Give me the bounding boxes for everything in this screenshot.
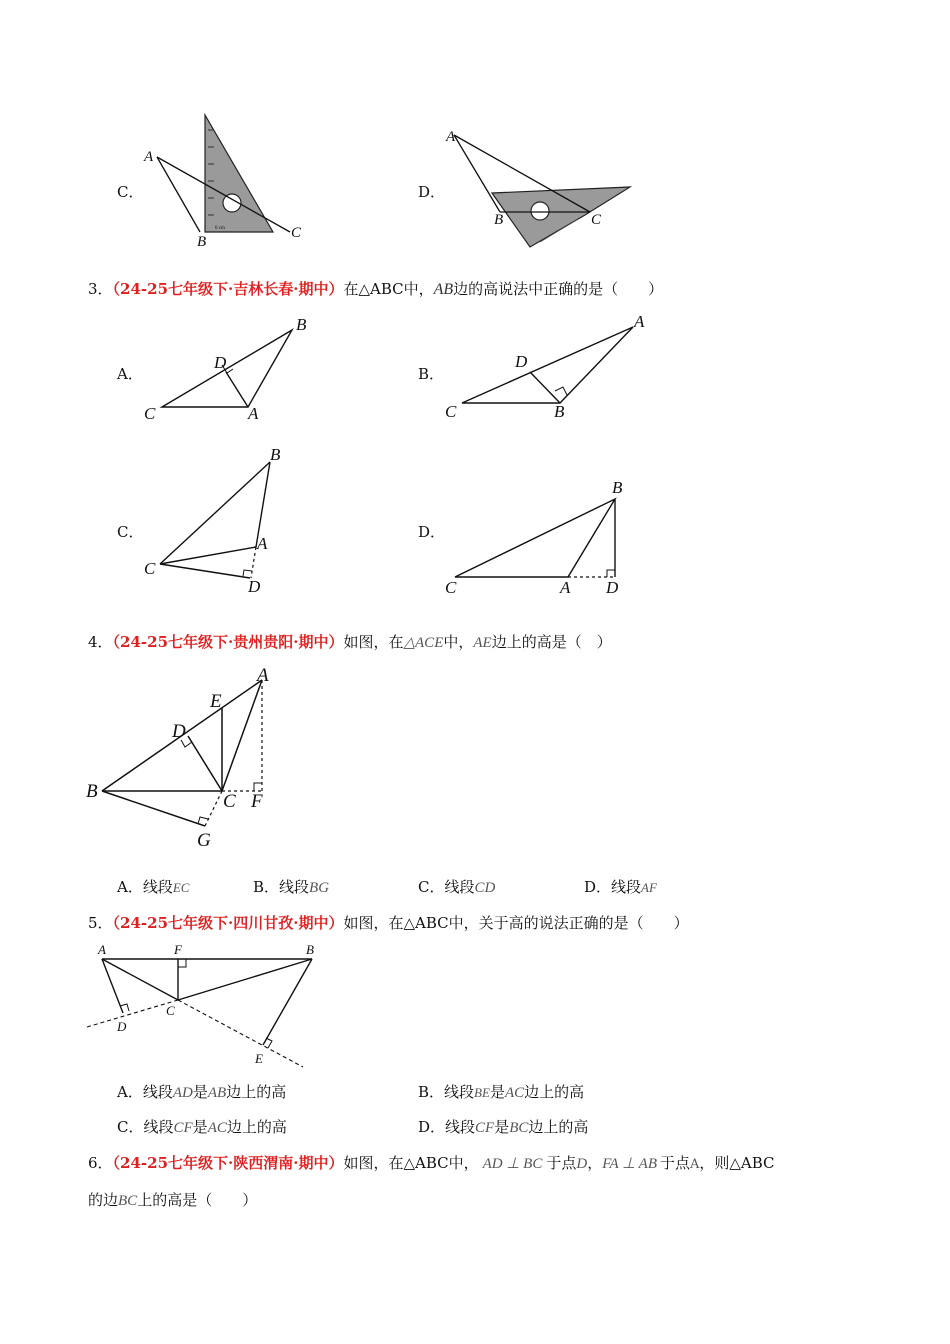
q4-stem-a: 如图，在	[343, 633, 404, 651]
q2c-label-a: A	[144, 149, 154, 165]
q4-option-c-var: CD	[474, 880, 496, 896]
q5-label-a: A	[98, 942, 106, 957]
q2c-label-b: B	[197, 234, 207, 250]
q6-stem-b: 于点	[546, 1154, 577, 1172]
q5-option-b-letter: B．	[418, 1083, 445, 1101]
q5-option-c-seg: CF	[173, 1120, 193, 1136]
q4-option-b-var: BG	[309, 880, 330, 896]
q3d-label-b: B	[612, 478, 623, 497]
q5-option-d-letter: D．	[418, 1118, 446, 1136]
q6-line2-a: 的边	[88, 1191, 119, 1209]
q3-stem-a: 在△ABC中，	[343, 280, 434, 298]
q4-figure	[85, 662, 295, 857]
q3b-label-a: A	[634, 312, 645, 331]
q5-option-a-pre: 线段	[142, 1083, 173, 1101]
q3a-label-a: A	[248, 404, 259, 423]
q5-option-a-mid: 是	[192, 1083, 208, 1101]
q4-label-b: B	[86, 781, 98, 802]
q5-label-b: B	[306, 942, 314, 957]
q6-stem-line2	[88, 1190, 257, 1211]
q4-option-a[interactable]	[117, 877, 189, 898]
q4-option-d-text: 线段	[611, 878, 642, 896]
q5-option-d-pre: 线段	[445, 1118, 476, 1136]
q5-option-b-side: AC	[504, 1085, 525, 1101]
q4-option-a-letter: A．	[117, 878, 143, 896]
q5-option-d[interactable]	[418, 1117, 588, 1138]
q5-option-c-mid: 是	[192, 1118, 208, 1136]
q3-option-a-label: A．	[117, 365, 143, 383]
q5-stem	[88, 913, 689, 933]
q3-option-b-label: B．	[418, 365, 445, 383]
q5-option-b-mid: 是	[489, 1083, 505, 1101]
q2d-label-c: C	[591, 212, 602, 228]
q2c-label-c: C	[291, 225, 302, 241]
q3d-label-d: D	[606, 578, 619, 597]
q3-stem	[88, 279, 663, 300]
q5-option-a-letter: A．	[117, 1083, 143, 1101]
q4-label-e: E	[210, 691, 222, 712]
q5-option-b-seg: BE	[474, 1085, 490, 1100]
q3c-label-b: B	[270, 445, 281, 464]
q5-option-c-letter: C．	[117, 1118, 144, 1136]
q2d-label-a: A	[446, 129, 456, 145]
q6-number: 6．	[88, 1154, 113, 1172]
q4-label-f: F	[251, 791, 263, 812]
q4-number: 4．	[88, 633, 113, 651]
q3-figure-d	[440, 470, 640, 600]
q4-option-d-var: AF	[641, 880, 657, 895]
q3a-label-b: B	[296, 315, 307, 334]
q4-option-b-text: 线段	[279, 878, 310, 896]
q5-option-a-post: 边上的高	[226, 1083, 287, 1101]
q4-stem-tri: △ACE	[403, 635, 444, 651]
q4-stem-b: 中，	[443, 633, 474, 651]
q5-option-b-pre: 线段	[444, 1083, 475, 1101]
q3d-label-a: A	[560, 578, 571, 597]
q3-stem-var: AB	[433, 281, 454, 298]
q6-cond2: FA ⊥ AB	[602, 1156, 657, 1172]
q2d-label-b: B	[494, 212, 504, 228]
q4-option-d[interactable]	[584, 877, 657, 898]
q6-source: （24-25七年级下·陕西渭南·期中）	[112, 1154, 344, 1172]
q4-option-c-text: 线段	[444, 878, 475, 896]
q3-stem-b: 边的高说法中正确的是（ ）	[453, 280, 664, 298]
q3-figure-c	[140, 440, 300, 600]
q5-option-b[interactable]	[418, 1082, 584, 1103]
q4-stem-c: 边上的高是（ ）	[491, 633, 612, 651]
q5-source: （24-25七年级下·四川甘孜·期中）	[112, 914, 344, 932]
q5-option-b-post: 边上的高	[524, 1083, 585, 1101]
q2-figure-c	[140, 110, 310, 250]
q5-label-f: F	[174, 942, 182, 957]
q2c-ruler-unit: 0 cm	[215, 226, 225, 231]
q4-option-b[interactable]	[253, 877, 329, 898]
q5-stem-text: 如图，在△ABC中，关于高的说法正确的是（ ）	[343, 914, 689, 932]
q3-source: （24-25七年级下·吉林长春·期中）	[112, 280, 344, 298]
q5-option-c-side: AC	[207, 1120, 227, 1136]
q3-number: 3．	[88, 280, 113, 298]
q4-option-b-letter: B．	[253, 878, 280, 896]
q4-option-d-letter: D．	[584, 878, 612, 896]
q5-option-d-seg: CF	[475, 1120, 495, 1136]
q5-label-d: D	[117, 1019, 127, 1034]
q5-option-d-mid: 是	[494, 1118, 510, 1136]
q5-label-e: E	[255, 1051, 263, 1066]
q6-cond1: AD ⊥ BC	[482, 1156, 543, 1172]
q5-number: 5．	[88, 914, 113, 932]
q3d-label-c: C	[445, 578, 457, 597]
q5-option-c-pre: 线段	[143, 1118, 174, 1136]
q4-stem	[88, 632, 612, 653]
q2-option-d-label: D．	[418, 183, 446, 201]
q3c-label-c: C	[144, 559, 156, 578]
q4-label-c: C	[223, 791, 236, 812]
q6-pt1: D	[576, 1156, 588, 1172]
q3-figure-b	[440, 310, 660, 425]
q6-stem-line1	[88, 1153, 775, 1175]
q3-option-d-label: D．	[418, 523, 446, 541]
q5-option-a[interactable]	[117, 1082, 286, 1103]
q4-option-c[interactable]	[418, 877, 495, 898]
q3b-label-c: C	[445, 402, 457, 421]
q5-option-d-post: 边上的高	[528, 1118, 589, 1136]
q6-stem-d: 于点	[659, 1154, 690, 1172]
q5-option-c-post: 边上的高	[226, 1118, 287, 1136]
q4-option-a-text: 线段	[142, 878, 173, 896]
q3c-label-d: D	[248, 577, 261, 596]
q3a-label-c: C	[144, 404, 156, 423]
q5-option-a-seg: AD	[172, 1085, 193, 1101]
q6-stem-c: ，	[587, 1154, 603, 1172]
q6-line2-b: 上的高是（ ）	[137, 1191, 258, 1209]
q4-stem-var: AE	[473, 635, 492, 651]
q4-option-c-letter: C．	[418, 878, 445, 896]
q2-option-c-label: C．	[117, 183, 144, 201]
q5-option-c[interactable]	[117, 1117, 287, 1138]
q3b-label-d: D	[515, 352, 528, 371]
q4-option-a-var: EC	[172, 880, 190, 895]
q5-figure	[85, 940, 315, 1070]
q6-stem-e: ，则△ABC	[699, 1154, 775, 1172]
q4-label-a: A	[257, 665, 269, 686]
q4-label-g: G	[197, 830, 211, 851]
q5-option-a-side: AB	[207, 1085, 227, 1101]
q3-option-c-label: C．	[117, 523, 144, 541]
q5-option-d-side: BC	[509, 1120, 529, 1136]
q3b-label-b: B	[554, 402, 565, 421]
q6-stem-a: 如图，在△ABC中，	[343, 1154, 479, 1172]
q3a-label-d: D	[214, 353, 227, 372]
q6-pt2: A	[690, 1157, 700, 1172]
q3-figure-a	[140, 310, 320, 425]
q4-label-d: D	[172, 721, 186, 742]
q3c-label-a: A	[257, 534, 268, 553]
q2-figure-d	[440, 125, 640, 250]
q6-line2-var: BC	[118, 1193, 138, 1209]
q4-source: （24-25七年级下·贵州贵阳·期中）	[112, 633, 344, 651]
q5-label-c: C	[166, 1003, 175, 1018]
